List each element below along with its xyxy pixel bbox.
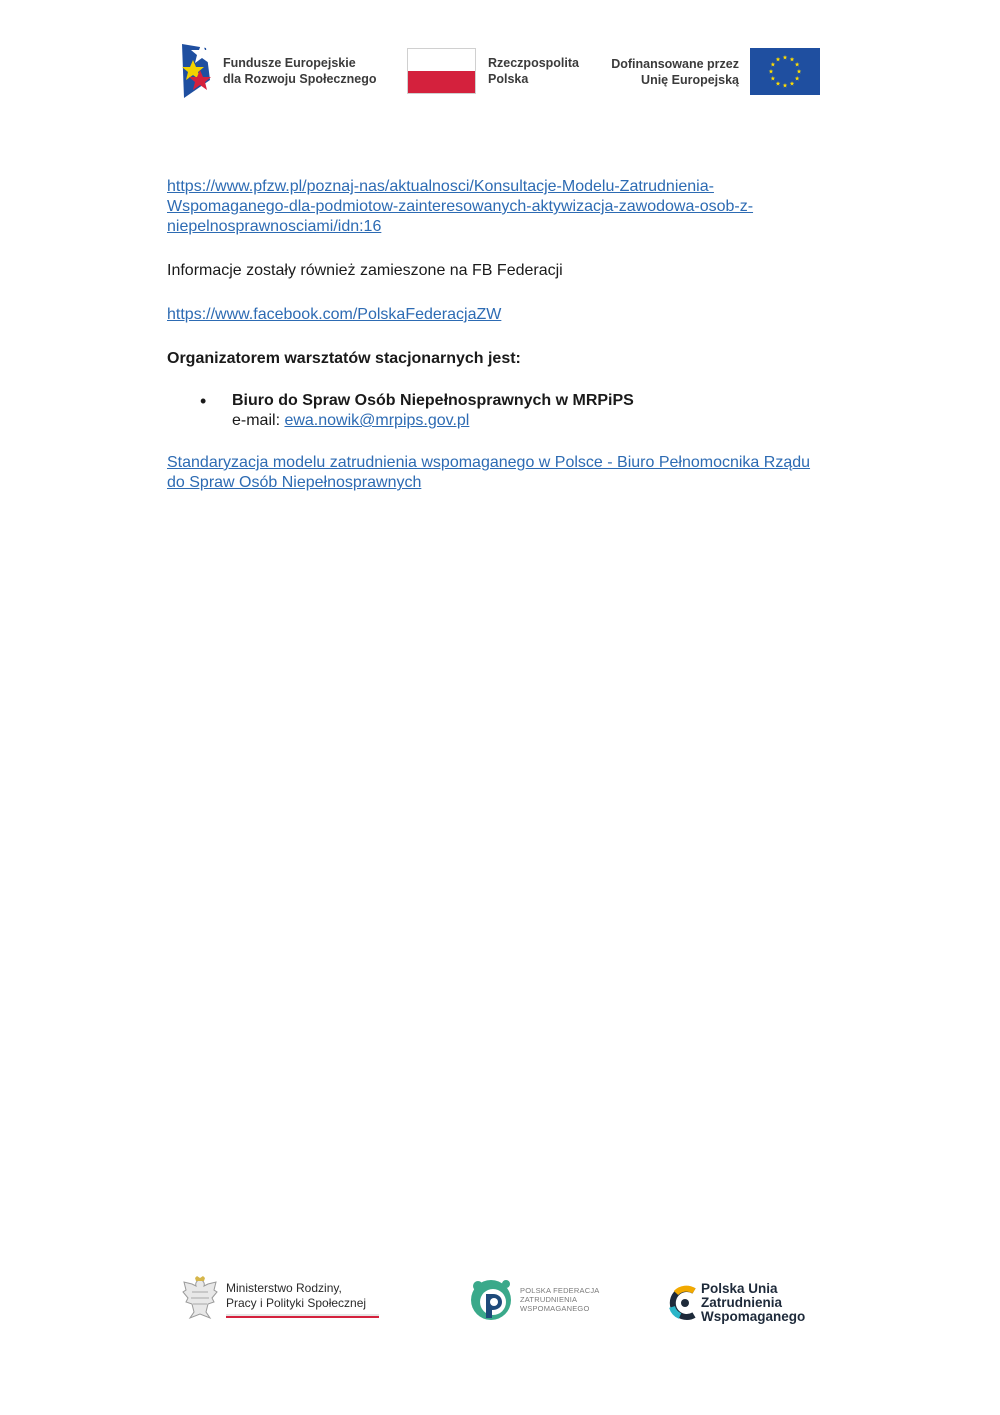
fe-logo	[180, 40, 376, 102]
eu-label-line1: Dofinansowane przez	[611, 56, 739, 71]
pfzw-name-line1: POLSKA FEDERACJA	[520, 1285, 600, 1295]
bullet-icon: •	[200, 391, 207, 411]
white-eagle-emblem-icon	[180, 1276, 220, 1322]
pfzw-emblem-icon	[468, 1276, 514, 1322]
ministry-name-line1: Ministerstwo Rodziny,	[226, 1280, 342, 1295]
info-text: Informacje zostały również zamieszone na FB Federacji	[167, 262, 563, 279]
ministry-name-line2: Pracy i Polityki Społecznej	[226, 1295, 367, 1310]
organizer-name: Biuro do Spraw Osób Niepełnosprawnych w MRPiPS	[232, 392, 634, 409]
organizer-heading: Organizatorem warsztatów stacjonarnych jest:	[167, 350, 521, 367]
puzw-name-line1: Polska Unia	[701, 1281, 778, 1296]
fe-label-line1: Fundusze Europejskie	[223, 56, 356, 70]
fe-emblem-icon	[180, 40, 214, 102]
pfzw-link-paragraph	[167, 177, 837, 237]
pfzw-name-line2: ZATRUDNIENIA	[520, 1294, 578, 1304]
pfzw-logo	[468, 1276, 599, 1322]
ministry-flag-bar	[226, 1314, 379, 1318]
list-item	[167, 391, 837, 431]
ministry-logo	[180, 1276, 379, 1322]
rp-label-line1: Rzeczpospolita	[488, 56, 579, 70]
fe-label-line2: dla Rozwoju Społecznego	[223, 72, 377, 86]
eu-label-line2: Unię Europejską	[641, 72, 739, 87]
footer-logos	[0, 1270, 1000, 1340]
document-body	[167, 177, 837, 493]
header-logos	[0, 0, 1000, 140]
pfzw-name-line3: WSPOMAGANEGO	[520, 1303, 590, 1313]
organizer-list	[167, 391, 837, 431]
standardization-link-paragraph	[167, 453, 837, 493]
puzw-logo	[668, 1282, 805, 1324]
facebook-link-paragraph	[167, 305, 837, 325]
email-link[interactable]: ewa.nowik@mrpips.gov.pl	[284, 412, 470, 429]
eu-flag-icon	[750, 48, 820, 95]
puzw-name-line3: Wspomaganego	[701, 1309, 806, 1324]
standardization-link[interactable]: Standaryzacja modelu zatrudnienia wspomaganego w Polsce - Biuro Pełnomocnika Rządu do Spraw Osób Niepełnosprawnych	[167, 454, 811, 491]
puzw-emblem-icon	[668, 1285, 698, 1321]
eu-logo	[608, 48, 820, 95]
facebook-link[interactable]: https://www.facebook.com/PolskaFederacjaZW	[167, 306, 502, 323]
pfzw-consultation-link[interactable]: https://www.pfzw.pl/poznaj-nas/aktualnosci/Konsultacje-Modelu-Zatrudnienia- Wspomaganego-dla-podmiotow-zainteresowanych-aktywizacja-zawodowa-osob-z- niepelnosprawnosciami/idn:16	[167, 178, 754, 235]
rp-label-line2: Polska	[488, 72, 529, 86]
polish-flag-icon	[407, 48, 476, 94]
email-label: e-mail:	[232, 412, 285, 429]
rp-logo	[407, 48, 579, 94]
puzw-name-line2: Zatrudnienia	[701, 1295, 783, 1310]
